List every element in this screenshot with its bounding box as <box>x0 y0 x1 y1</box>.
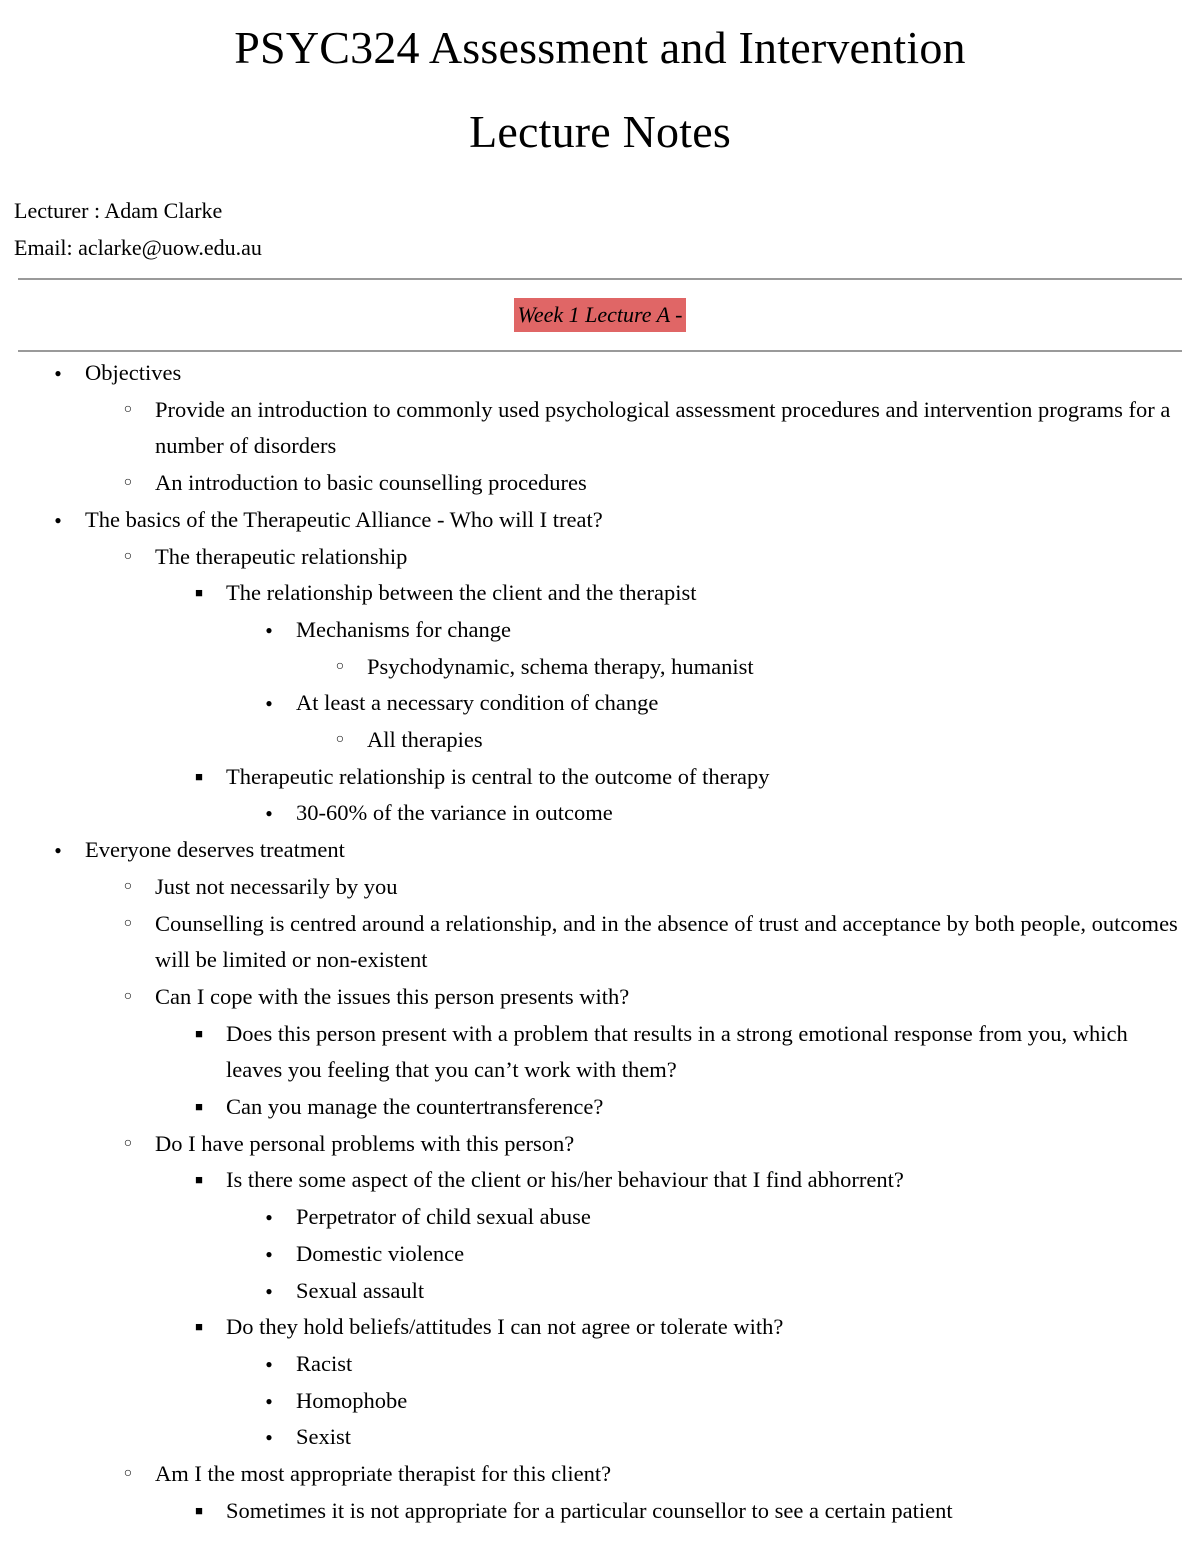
square-bullet-icon: ■ <box>195 1502 203 1518</box>
outline-item-level-4: Mechanisms for change <box>296 616 511 642</box>
outline-item-level-2: Provide an introduction to commonly used psychological assessment procedures and intervention programs for a number of disorders <box>155 396 1171 459</box>
circle-bullet-icon: ○ <box>123 878 133 894</box>
square-bullet-icon: ■ <box>195 1319 203 1335</box>
outline-item-level-3: Is there some aspect of the client or his/her behaviour that I find abhorrent? <box>226 1167 904 1193</box>
square-bullet-icon: ■ <box>195 768 203 784</box>
outline-item-level-5: All therapies <box>367 727 483 752</box>
outline-item-level-4: 30-60% of the variance in outcome <box>296 800 613 826</box>
outline-item-level-4: Sexist <box>296 1424 352 1450</box>
disc-bullet-icon: ● <box>265 1430 273 1445</box>
lecturer-info <box>14 192 1200 266</box>
outline-item-level-4: At least a necessary condition of change <box>296 690 659 716</box>
circle-bullet-icon: ○ <box>123 475 133 491</box>
circle-bullet-icon: ○ <box>123 401 133 417</box>
outline-item-level-2: Can I cope with the issues this person presents with? <box>155 983 630 1009</box>
square-bullet-icon: ■ <box>195 1099 203 1114</box>
disc-bullet-icon: ● <box>265 622 273 637</box>
circle-bullet-icon: ○ <box>123 1135 133 1151</box>
outline-item-level-1: The basics of the Therapeutic Alliance - Who will I treat? <box>85 506 603 532</box>
document-title: PSYC324 Assessment and Intervention <box>234 22 966 73</box>
outline-item-level-2: Do I have personal problems with this person? <box>155 1130 575 1156</box>
outline-item-level-1: Everyone deserves treatment <box>85 837 345 863</box>
circle-bullet-icon: ○ <box>123 988 133 1004</box>
outline-item-level-5: Psychodynamic, schema therapy, humanist <box>367 653 754 679</box>
circle-bullet-icon: ○ <box>335 732 345 747</box>
outline-item-level-2: Counselling is centred around a relationship, and in the absence of trust and acceptance by both people, outcomes will be limited or non-existent <box>155 910 1178 973</box>
outline-item-level-2: Just not necessarily by you <box>155 873 398 899</box>
disc-bullet-icon: ● <box>265 1283 273 1298</box>
disc-bullet-icon: ● <box>54 366 62 380</box>
outline-item-level-4: Domestic violence <box>296 1240 465 1266</box>
outline-item-level-2: An introduction to basic counselling procedures <box>155 470 587 496</box>
outline-item-level-3: The relationship between the client and the therapist <box>226 580 697 606</box>
section-heading: Week 1 Lecture A - <box>514 298 687 332</box>
outline-item-level-4: Homophobe <box>296 1387 408 1413</box>
outline-item-level-2: The therapeutic relationship <box>155 543 408 569</box>
outline-item-level-4: Racist <box>296 1350 353 1376</box>
circle-bullet-icon: ○ <box>123 1466 133 1481</box>
disc-bullet-icon: ● <box>54 843 62 858</box>
document-subtitle: Lecture Notes <box>469 106 731 157</box>
square-bullet-icon: ■ <box>195 1172 203 1188</box>
square-bullet-icon: ■ <box>195 1025 203 1041</box>
outline-item-level-1: Objectives <box>85 360 182 385</box>
lecturer-email: Email: aclarke@uow.edu.au <box>14 235 262 260</box>
outline-item-level-3: Therapeutic relationship is central to the outcome of therapy <box>226 763 770 789</box>
outline-item-level-2: Am I the most appropriate therapist for this client? <box>155 1461 612 1486</box>
disc-bullet-icon: ● <box>265 806 273 821</box>
section-heading-row <box>0 280 1200 350</box>
disc-bullet-icon: ● <box>265 696 273 711</box>
circle-bullet-icon: ○ <box>123 915 133 931</box>
title-block <box>0 0 1200 174</box>
outline-item-level-4: Sexual assault <box>296 1277 425 1303</box>
disc-bullet-icon: ● <box>265 1210 273 1225</box>
bottom-divider <box>18 350 1182 352</box>
disc-bullet-icon: ● <box>265 1356 273 1371</box>
disc-bullet-icon: ● <box>265 1393 273 1408</box>
disc-bullet-icon: ● <box>54 512 62 527</box>
outline-item-level-3: Do they hold beliefs/attitudes I can not agree or tolerate with? <box>226 1314 784 1340</box>
outline-item-level-3: Does this person present with a problem that results in a strong emotional response from you, which leaves you feeling that you can’t work with them? <box>226 1020 1128 1083</box>
outline-item-level-3: Sometimes it is not appropriate for a particular counsellor to see a certain patient <box>226 1497 953 1523</box>
outline-item-level-3: Can you manage the countertransference? <box>226 1094 604 1119</box>
lecturer-name: Lecturer : Adam Clarke <box>14 198 223 223</box>
square-bullet-icon: ■ <box>195 585 203 601</box>
circle-bullet-icon: ○ <box>123 548 133 564</box>
outline-item-level-4: Perpetrator of child sexual abuse <box>296 1204 591 1230</box>
circle-bullet-icon: ○ <box>335 658 345 674</box>
disc-bullet-icon: ● <box>265 1246 273 1261</box>
